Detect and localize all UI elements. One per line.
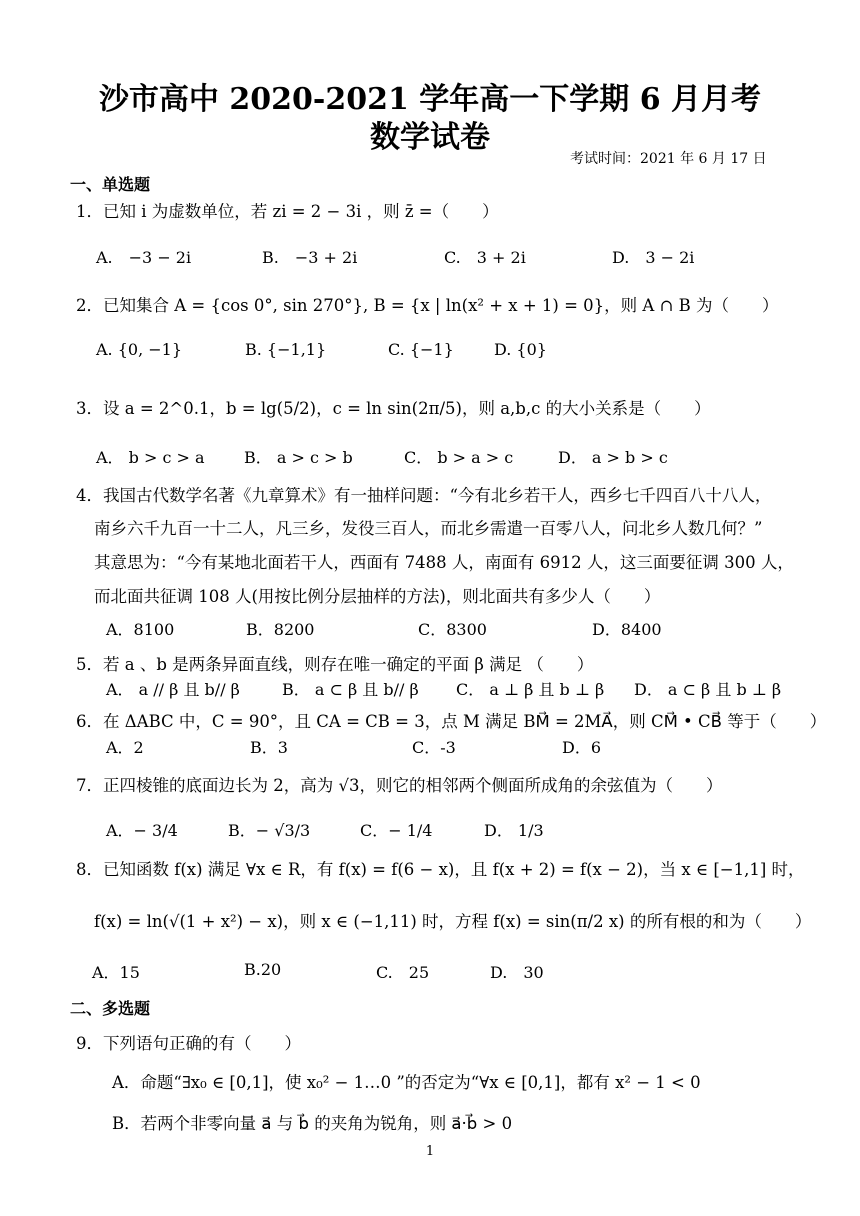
question-1-option-b: B. −3 + 2i xyxy=(262,248,358,267)
question-8-line-1: 8．已知函数 f(x) 满足 ∀x ∈ R，有 f(x) = f(6 − x)，且 f(x + 2) = f(x − 2)，当 x ∈ [−1,1] 时， xyxy=(76,860,805,879)
question-5-option-b: B． a ⊂ β 且 b// β xyxy=(282,680,419,699)
question-7-stem: 7．正四棱锥的底面边长为 2，高为 √3，则它的相邻两个侧面所成角的余弦值为（ ） xyxy=(76,776,723,795)
question-3-stem: 3．设 a = 2^0.1，b = lg(5/2)，c = ln sin(2π/5)，则 a,b,c 的大小关系是（ ） xyxy=(76,399,711,418)
question-9-option-a: A．命题“∃x₀ ∈ [0,1]，使 x₀² − 1…0 ”的否定为“∀x ∈ [0,1]，都有 x² − 1 < 0 xyxy=(112,1073,701,1092)
question-8-option-d: D. 30 xyxy=(490,963,544,982)
page-title: 沙市高中 2020-2021 学年高一下学期 6 月月考 xyxy=(98,82,762,117)
question-6-option-b: B．3 xyxy=(250,738,288,757)
page-subtitle: 数学试卷 xyxy=(370,120,490,155)
question-7-option-c: C．− 1/4 xyxy=(360,821,433,840)
section-heading-single-choice: 一、单选题 xyxy=(70,175,151,194)
question-5-option-a: A． a // β 且 b// β xyxy=(106,680,240,699)
question-6-stem: 6．在 ΔABC 中，C = 90°，且 CA = CB = 3，点 M 满足 BM⃗ = 2MA⃗，则 CM⃗ • CB⃗ 等于（ ） xyxy=(76,712,827,731)
question-9-option-b: B．若两个非零向量 a⃗ 与 b⃗ 的夹角为锐角，则 a⃗·b⃗ > 0 xyxy=(112,1114,513,1133)
question-7-option-d: D． 1/3 xyxy=(484,821,544,840)
question-2-option-d: D. {0} xyxy=(494,340,547,359)
exam-date: 考试时间：2021 年 6 月 17 日 xyxy=(570,151,767,167)
question-8-option-b: B.20 xyxy=(244,960,282,979)
question-4-line-3: 其意思为：“今有某地北面若干人，西面有 7488 人，南面有 6912 人，这三面要征调 300 人， xyxy=(94,553,794,572)
question-8-option-c: C. 25 xyxy=(376,963,430,982)
question-2-option-c: C. {−1} xyxy=(388,340,454,359)
question-3-option-b: B． a > c > b xyxy=(244,448,353,467)
question-2-stem: 2．已知集合 A = {cos 0°, sin 270°}, B = {x | ln(x² + x + 1) = 0}，则 A ∩ B 为（ ） xyxy=(76,296,779,315)
question-3-option-a: A． b > c > a xyxy=(96,448,205,467)
page-number: 1 xyxy=(425,1144,435,1159)
question-3-option-c: C． b > a > c xyxy=(404,448,514,467)
question-1-stem: 1．已知 i 为虚数单位，若 zi = 2 − 3i ，则 z̄ =（ ） xyxy=(76,202,499,221)
question-5-option-d: D． a ⊂ β 且 b ⊥ β xyxy=(634,680,782,699)
question-3-option-d: D． a > b > c xyxy=(558,448,668,467)
question-4-option-b: B．8200 xyxy=(246,620,315,639)
question-1-option-d: D. 3 − 2i xyxy=(612,248,695,267)
question-1-option-c: C. 3 + 2i xyxy=(444,248,526,267)
question-6-option-c: C．-3 xyxy=(412,738,456,757)
question-7-option-a: A．− 3/4 xyxy=(106,821,178,840)
question-2-option-a: A. {0, −1} xyxy=(96,340,183,359)
question-4-line-4: 而北面共征调 108 人(用按比例分层抽样的方法)，则北面共有多少人（ ） xyxy=(94,587,661,606)
question-8-line-2: f(x) = ln(√(1 + x²) − x)，则 x ∈ (−1,11) 时，方程 f(x) = sin(π/2 x) 的所有根的和为（ ） xyxy=(94,912,812,931)
question-2-option-b: B. {−1,1} xyxy=(245,340,327,359)
question-9-stem: 9．下列语句正确的有（ ） xyxy=(76,1034,301,1053)
question-4-option-d: D．8400 xyxy=(592,620,662,639)
question-5-option-c: C． a ⊥ β 且 b ⊥ β xyxy=(456,680,605,699)
question-8-option-a: A．15 xyxy=(92,963,140,982)
question-4-line-1: 4．我国古代数学名著《九章算术》有一抽样问题：“今有北乡若干人，西乡七千四百八十八人， xyxy=(76,486,772,505)
question-1-option-a: A. −3 − 2i xyxy=(96,248,192,267)
question-4-option-c: C．8300 xyxy=(418,620,487,639)
question-6-option-d: D．6 xyxy=(562,738,602,757)
question-5-stem: 5．若 a 、b 是两条异面直线，则存在唯一确定的平面 β 满足 （ ） xyxy=(76,655,594,674)
question-7-option-b: B．− √3/3 xyxy=(228,821,311,840)
question-4-line-2: 南乡六千九百一十二人，凡三乡，发役三百人，而北乡需遣一百零八人，问北乡人数几何？” xyxy=(94,519,763,538)
question-4-option-a: A．8100 xyxy=(106,620,175,639)
section-heading-multiple-choice: 二、多选题 xyxy=(70,999,151,1018)
question-6-option-a: A．2 xyxy=(106,738,144,757)
